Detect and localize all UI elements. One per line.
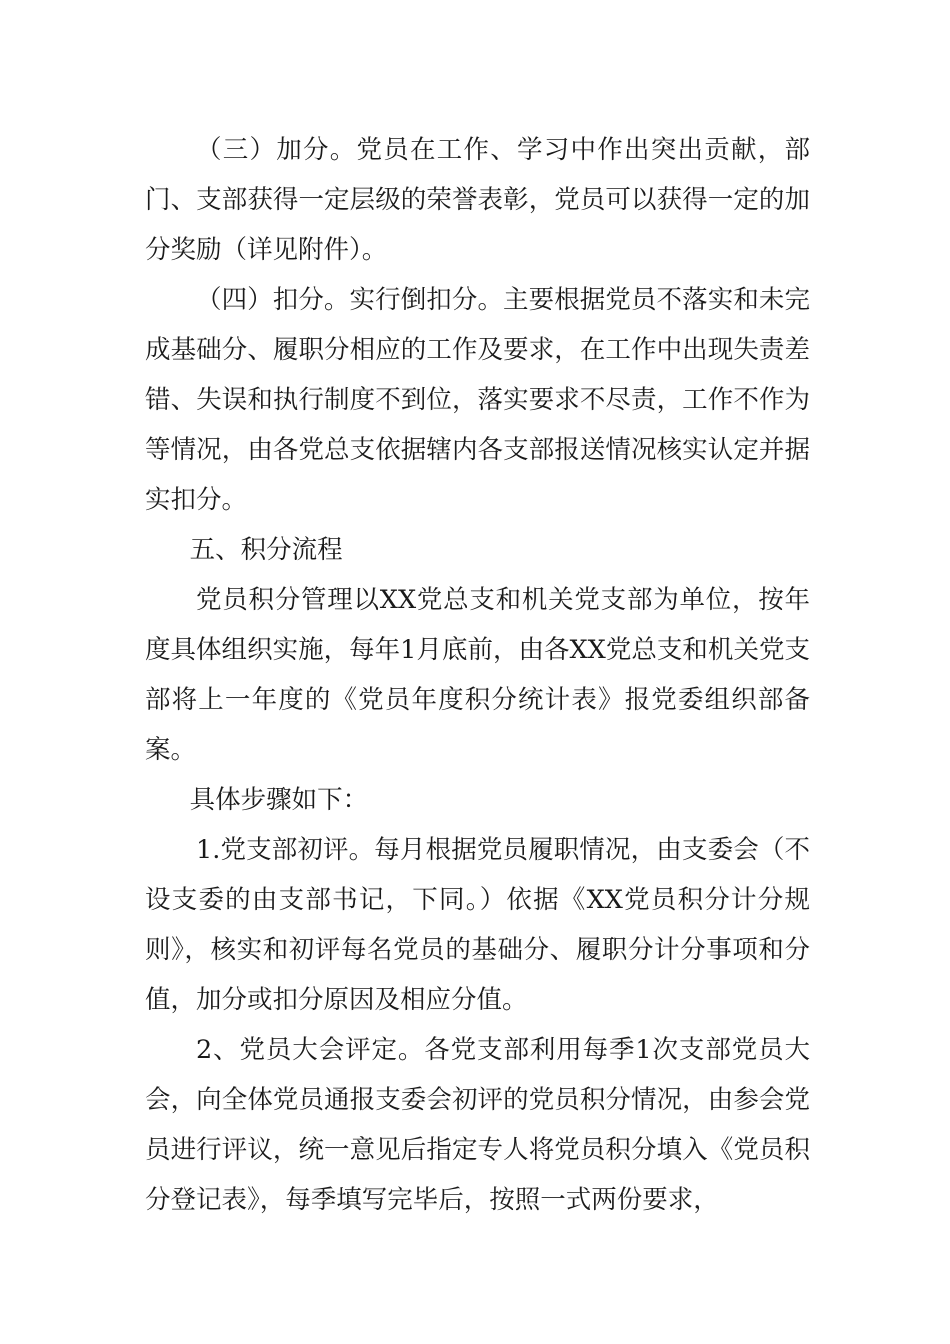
paragraph-step-2: 2、党员大会评定。各党支部利用每季1次支部党员大会，向全体党员通报支委会初评的党员积分情况，由参会党员进行评议，统一意见后指定专人将党员积分填入《党员积分登记表》，每季填写完毕后，按照一式两份要求， [145, 1035, 810, 1215]
paragraph-bonus-points: （三）加分。党员在工作、学习中作出突出贡献，部门、支部获得一定层级的荣誉表彰，党员可以获得一定的加分奖励（详见附件）。 [145, 135, 810, 265]
paragraph-step-1: 1.党支部初评。每月根据党员履职情况，由支委会（不设支委的由支部书记，下同。）依据《XX党员积分计分规则》，核实和初评每名党员的基础分、履职分计分事项和分值，加分或扣分原因及相应分值。 [145, 835, 810, 1015]
paragraph-points-management: 党员积分管理以XX党总支和机关党支部为单位，按年度具体组织实施，每年1月底前，由各XX党总支和机关党支部将上一年度的《党员年度积分统计表》报党委组织部备案。 [145, 585, 810, 765]
document-body [145, 125, 810, 1225]
paragraph-deduction-points: （四）扣分。实行倒扣分。主要根据党员不落实和未完成基础分、履职分相应的工作及要求，在工作中出现失责差错、失误和执行制度不到位，落实要求不尽责，工作不作为等情况，由各党总支依据辖内各支部报送情况核实认定并据实扣分。 [145, 285, 810, 515]
section-heading-points-process: 五、积分流程 [189, 535, 343, 565]
paragraph-steps-intro: 具体步骤如下： [189, 785, 369, 815]
